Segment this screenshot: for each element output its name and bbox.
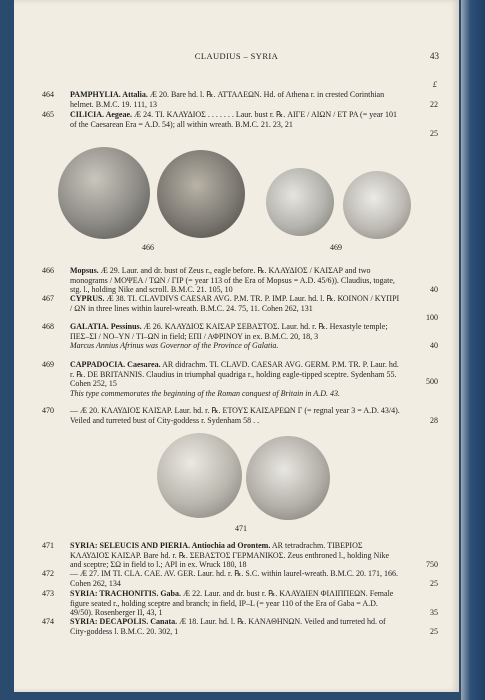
entry-number: 471: [42, 541, 54, 550]
entry-price: 25: [430, 627, 438, 636]
entry-number: 473: [42, 589, 54, 598]
list-item: [42, 360, 438, 410]
list-item: [42, 266, 438, 296]
catalogue-page: [14, 0, 459, 692]
entry-text: Æ 22. Laur. and dr. bust r. ℞. ΚΛΑΥΔΙΕΝ ΦΙΛΙΠΠΕΩΝ. Female figure seated r., holding sceptre and branch; in field, ΙΡ–L (= year 110 of the Era of Gaba = A.D. 49/50). Rosenberger II, 43, 1: [70, 589, 394, 618]
running-head: CLAUDIUS – SYRIA: [194, 51, 279, 61]
entry-price: 28: [430, 416, 438, 425]
entry-price: 750: [426, 560, 438, 569]
coin-471-obverse-image: [157, 433, 242, 518]
list-item: [42, 569, 438, 589]
entry-price: 25: [430, 129, 438, 138]
entry-text: Æ 38. TI. CLAVDIVS CAESAR AVG. P.M. TR. P. IMP. Laur. hd. l. ℞. ΚΟΙΝΟΝ / ΚΥΠΡΙ / ΩΝ in three lines within laurel-wreath. B.M.C. 24. 75, 11. Cohen 262, 131: [70, 294, 400, 313]
list-item: [42, 322, 438, 362]
list-item: [42, 110, 438, 140]
entry-number: 465: [42, 110, 54, 119]
list-item: [42, 90, 438, 110]
entry-note: This type commemorates the beginning of the Roman conquest of Britain in A.D. 43.: [70, 388, 341, 398]
entry-number: 469: [42, 360, 54, 369]
entry-place: GALATIA. Pessinus.: [70, 322, 142, 331]
entry-text: Æ 18. Laur. hd. l. ℞. ΚΑΝΑΘΗΝΩΝ. Veiled and turreted hd. of City-goddess l. B.M.C. 20. 302, 1: [70, 617, 386, 636]
entry-price: 35: [430, 608, 438, 617]
entry-number: 474: [42, 617, 54, 626]
entry-text: Æ 29. Laur. and dr. bust of Zeus r., eagle before. ℞. ΚΛΑΥΔΙΟΣ / ΚΑΙΣΑΡ and two monograms / ΜΟΨΕΑ / ΤΩΝ / ΓΙΡ (= year 113 of the Era of Mopsus = A.D. 45/6)). Claudius, togate, stg. l., holding Nike and scroll. B.M.C. 21. 105, 10: [70, 266, 395, 295]
entry-place: CILICIA. Aegeae.: [70, 110, 132, 119]
coin-469-reverse-image: [343, 171, 411, 239]
entry-text: — Æ 27. IM TI. CLA. CAE. AV. GER. Laur. hd. r. ℞. S.C. within laurel-wreath. B.M.C. 20. 171, 166. Cohen 262, 134: [70, 569, 399, 588]
entry-number: 472: [42, 569, 54, 578]
entry-price: 25: [430, 579, 438, 588]
currency-column-heading: £: [432, 79, 437, 89]
entry-text: AR didrachm. TI. CLAVD. CAESAR AVG. GERM. P.M. TR. P. Laur. hd. r. ℞. DE BRITANNIS. Claudius in triumphal quadriga r., holding eagle-tipped sceptre. Sydenham 55. Cohen 252, 15: [70, 360, 399, 389]
plate-caption-469: 469: [330, 243, 342, 252]
entry-price: 100: [426, 313, 438, 322]
entry-place: CYPRUS.: [70, 294, 105, 303]
list-item: [42, 541, 438, 571]
entry-place: SYRIA: TRACHONITIS. Gaba.: [70, 589, 181, 598]
entry-number: 468: [42, 322, 54, 331]
list-item: [42, 589, 438, 619]
entry-price: 40: [430, 285, 438, 294]
list-item: [42, 294, 438, 324]
book-binding: [461, 0, 485, 700]
entry-number: 467: [42, 294, 54, 303]
entry-text: — Æ 20. ΚΛΑΥΔΙΟΣ ΚΑΙΣΑΡ. Laur. hd. r. ℞. ΕΤΟΥΣ ΚΑΙΣΑΡΕΩΝ Γ (= regnal year 3 = A.D. 43/4). Veiled and turreted bust of City-goddess r. Sydenham 58 . .: [70, 406, 400, 425]
entry-place: SYRIA: SELEUCIS AND PIERIA. Antiochia ad Orontem.: [70, 541, 271, 550]
entry-place: Mopsus.: [70, 266, 99, 275]
entry-place: SYRIA: DECAPOLIS. Canata.: [70, 617, 178, 626]
entry-price: 22: [430, 100, 438, 109]
entry-note: Marcus Annius Afrinus was Governor of the Province of Galatia.: [70, 341, 279, 351]
entry-number: 464: [42, 90, 54, 99]
entry-price: 40: [430, 341, 438, 350]
entry-text: Æ 26. ΚΛΑΥΔΙΟΣ ΚΑΙΣΑΡ ΣΕΒΑΣΤΟΣ. Laur. hd. r. ℞. Hexastyle temple; ΠΕΣ–ΣΙ / ΝΟ–ΥΝ / ΤΙ–ΩΝ in field; ΕΠΙ / ΑΦΡΙΝΟΥ in ex. B.M.C. 20, 18, 3: [70, 322, 388, 341]
plate-caption-471: 471: [235, 524, 247, 533]
coin-466-reverse-image: [157, 150, 245, 238]
coin-466-obverse-image: [58, 147, 150, 239]
entry-text: Æ 24. ΤΙ. ΚΛΑΥΔΙΟΣ . . . . . . . Laur. bust r. ℞. ΑΙΓΕ / ΑΙΩΝ / ΕΤ ΡΑ (= year 101 of the Caesarean Era = A.D. 54); all within wreath. B.M.C. 21. 23, 21: [70, 110, 397, 129]
entry-price: 500: [426, 377, 438, 386]
entry-number: 466: [42, 266, 54, 275]
entry-text: Æ 20. Bare hd. l. ℞. ΑΤΤΑΛΕΩΝ. Hd. of Athena r. in crested Corinthian helmet. B.M.C. 19. 111, 13: [70, 90, 385, 109]
entry-place: PAMPHYLIA. Attalia.: [70, 90, 148, 99]
coin-469-obverse-image: [266, 168, 334, 236]
page-number: 43: [430, 51, 439, 61]
plate-caption-466: 466: [142, 243, 154, 252]
entry-place: CAPPADOCIA. Caesarea.: [70, 360, 161, 369]
entry-text: AR tetradrachm. ΤΙΒΕΡΙΟΣ ΚΛΑΥΔΙΟΣ ΚΑΙΣΑΡ. Bare hd. r. ℞. ΣΕΒΑΣΤΟΣ ΓΕΡΜΑΝΙΚΟΣ. Zeus enthroned l., holding Nike and sceptre; ΣΩ in field to l.; ΑΡΙ in ex. Wruck 180, 18: [70, 541, 390, 570]
list-item: [42, 406, 438, 436]
entry-number: 470: [42, 406, 54, 415]
list-item: [42, 617, 438, 637]
coin-471-reverse-image: [246, 436, 330, 520]
